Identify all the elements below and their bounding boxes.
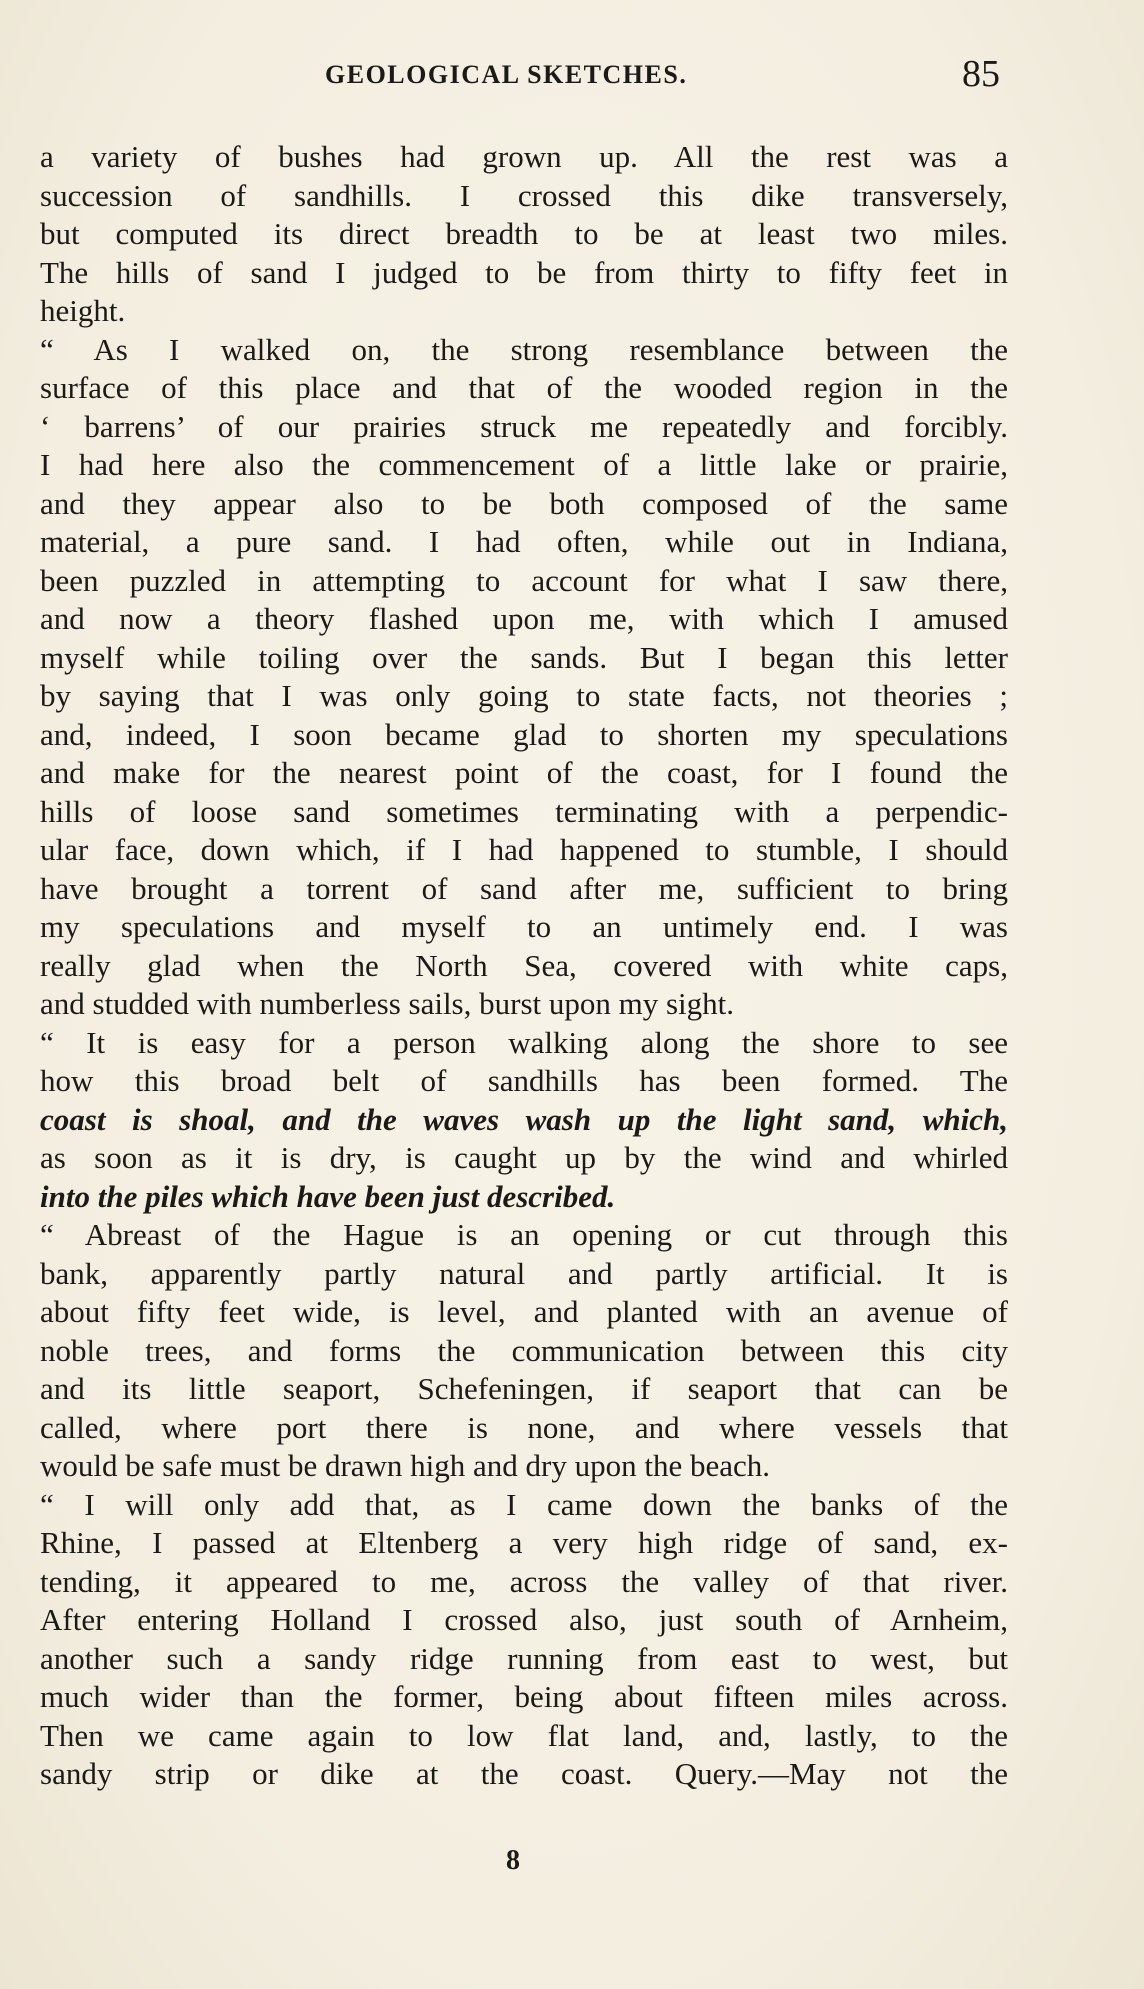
- text-line: myself while toiling over the sands. But I began this letter: [40, 639, 1008, 675]
- text-line: another such a sandy ridge running from east to west, but: [40, 1640, 1008, 1676]
- text-line: “ It is easy for a person walking along the shore to see: [40, 1024, 1008, 1060]
- text-line: called, where port there is none, and where vessels that: [40, 1409, 1008, 1445]
- text-line: succession of sandhills. I crossed this dike transversely,: [40, 177, 1008, 213]
- text-line: “ Abreast of the Hague is an opening or cut through this: [40, 1217, 1008, 1252]
- text-line: ‘ barrens’ of our prairies struck me repeatedly and forcibly.: [40, 408, 1008, 444]
- text-line: but computed its direct breadth to be at least two miles.: [40, 216, 1008, 251]
- text-line: I had here also the commencement of a little lake or prairie,: [40, 447, 1008, 482]
- text-line: my speculations and myself to an untimely end. I was: [40, 909, 1008, 944]
- text-line: After entering Holland I crossed also, just south of Arnheim,: [40, 1602, 1008, 1637]
- text-line: surface of this place and that of the wooded region in the: [40, 370, 1008, 405]
- page-number: 85: [962, 53, 1000, 95]
- text-line: and now a theory flashed upon me, with which I amused: [40, 601, 1008, 636]
- body-text: [40, 138, 1008, 1794]
- text-line: sandy strip or dike at the coast. Query.—May not the: [40, 1756, 1008, 1791]
- text-line: Rhine, I passed at Eltenberg a very high ridge of sand, ex-: [40, 1525, 1008, 1560]
- text-line: “ I will only add that, as I came down the banks of the: [40, 1486, 1008, 1522]
- text-line: noble trees, and forms the communication between this city: [40, 1332, 1008, 1368]
- text-line: really glad when the North Sea, covered with white caps,: [40, 947, 1008, 983]
- text-line: and they appear also to be both composed of the same: [40, 485, 1008, 521]
- text-line: coast is shoal, and the waves wash up the light sand, which,: [40, 1101, 1008, 1137]
- text-line: hills of loose sand sometimes terminating with a perpendic-: [40, 793, 1008, 829]
- text-line: about fifty feet wide, is level, and planted with an avenue of: [40, 1294, 1008, 1329]
- text-line: much wider than the former, being about fifteen miles across.: [40, 1679, 1008, 1714]
- text-line: been puzzled in attempting to account for what I saw there,: [40, 562, 1008, 598]
- text-line: a variety of bushes had grown up. All the rest was a: [40, 139, 1008, 174]
- text-line: The hills of sand I judged to be from thirty to fifty feet in: [40, 254, 1008, 290]
- text-line: how this broad belt of sandhills has been formed. The: [40, 1063, 1008, 1098]
- text-line: and, indeed, I soon became glad to shorten my speculations: [40, 716, 1008, 752]
- text-line: tending, it appeared to me, across the valley of that river.: [40, 1563, 1008, 1599]
- text-line: into the piles which have been just described.: [40, 1178, 616, 1214]
- text-line: bank, apparently partly natural and partly artificial. It is: [40, 1255, 1008, 1291]
- text-line: as soon as it is dry, is caught up by the wind and whirled: [40, 1140, 1008, 1175]
- text-line: Then we came again to low flat land, and, lastly, to the: [40, 1717, 1008, 1753]
- text-line: and studded with numberless sails, burst upon my sight.: [40, 986, 735, 1021]
- text-line: and make for the nearest point of the coast, for I found the: [40, 755, 1008, 790]
- text-line: “ As I walked on, the strong resemblance between the: [40, 331, 1008, 367]
- text-line: would be safe must be drawn high and dry upon the beach.: [40, 1448, 771, 1483]
- running-title: GEOLOGICAL SKETCHES.: [325, 60, 688, 89]
- signature-mark: 8: [506, 1845, 520, 1876]
- text-line: have brought a torrent of sand after me, sufficient to bring: [40, 870, 1008, 906]
- text-line: material, a pure sand. I had often, while out in Indiana,: [40, 524, 1008, 559]
- text-line: ular face, down which, if I had happened to stumble, I should: [40, 832, 1008, 867]
- text-line: by saying that I was only going to state facts, not theories ;: [40, 678, 1008, 713]
- text-line: and its little seaport, Schefeningen, if seaport that can be: [40, 1371, 1008, 1406]
- text-line: height.: [40, 293, 126, 328]
